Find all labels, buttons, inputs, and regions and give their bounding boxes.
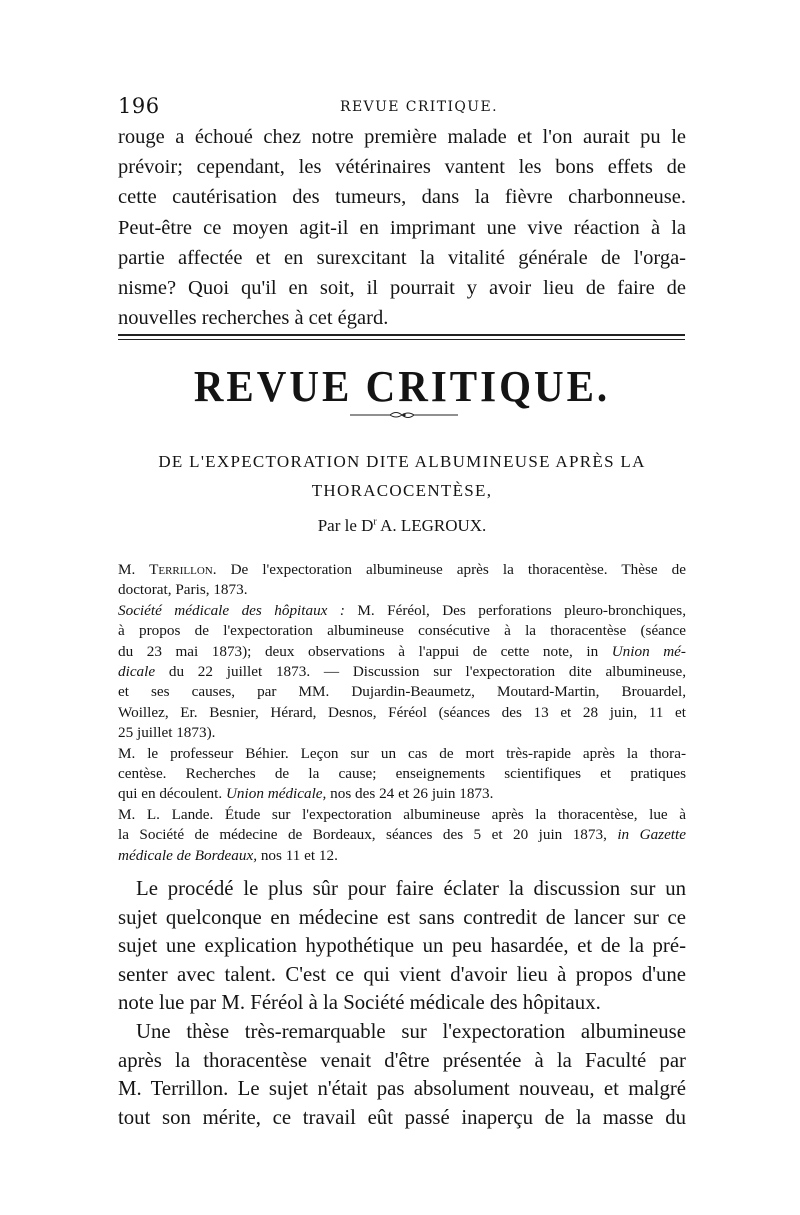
reference-lande bbox=[118, 805, 686, 866]
article-body bbox=[118, 875, 686, 1132]
text-line: nisme? Quoi qu'il en soit, il pourrait y avoir lieu de faire de bbox=[118, 277, 686, 300]
ref-text: centèse. Recherches de la cause; enseignements scientifiques et pratiques bbox=[118, 765, 686, 783]
section-title: REVUE CRITIQUE. bbox=[193, 361, 611, 411]
text-line: sujet quelconque en médecine est sans contredit de lancer sur ce bbox=[118, 905, 686, 929]
ref-text: à propos de l'expectoration albumineuse consécutive à la thoracentèse (séance bbox=[118, 622, 686, 640]
byline bbox=[118, 516, 686, 536]
text-line: Une thèse très-remarquable sur l'expectoration albumineuse bbox=[136, 1019, 686, 1043]
ref-text: qui en découlent. bbox=[118, 785, 223, 803]
byline-author: A. LEGROUX. bbox=[380, 516, 487, 535]
ref-journal: Société médicale des hôpitaux : bbox=[118, 601, 345, 619]
ornament-icon bbox=[350, 408, 458, 422]
text-line: M. Terrillon. Le sujet n'était pas absolument nouveau, et malgré bbox=[118, 1077, 686, 1101]
ref-journal: médicale de Bordeaux, bbox=[118, 846, 258, 864]
text-line: note lue par M. Féréol à la Société médicale des hôpitaux. bbox=[118, 991, 601, 1015]
ref-text: M. Féréol, Des perforations pleuro-bronchiques, bbox=[344, 601, 687, 619]
text-line: prévoir; cependant, les vétérinaires vantent les bons effets de bbox=[118, 156, 686, 179]
ref-text: la Société de médecine de Bordeaux, séances des 5 et 20 juin 1873, bbox=[118, 826, 607, 844]
running-title: REVUE CRITIQUE. bbox=[340, 99, 498, 115]
article-title-line-2: THORACOCENTÈSE, bbox=[311, 481, 493, 500]
ref-text: du 23 mai 1873); deux observations à l'appui de cette note, in bbox=[118, 642, 599, 660]
ref-text: M. le professeur Béhier. Leçon sur un cas de mort très-rapide après la thora- bbox=[118, 744, 686, 762]
reference-behier bbox=[118, 744, 686, 805]
text-line: rouge a échoué chez notre première malade et l'on aurait pu le bbox=[118, 126, 686, 148]
text-line: sujet une explication hypothétique un peu hasardée, et de la pré- bbox=[118, 934, 686, 958]
ref-text: nos 11 et 12. bbox=[257, 846, 338, 864]
ref-text: nos des 24 et 26 juin 1873. bbox=[326, 785, 494, 803]
article-title-line-1: DE L'EXPECTORATION DITE ALBUMINEUSE APRÈS LA bbox=[158, 452, 646, 471]
text-line: senter avec talent. C'est ce qui vient d'avoir lieu à propos d'une bbox=[118, 962, 686, 986]
byline-sup: r bbox=[373, 516, 377, 528]
text-line: cette cautérisation des tumeurs, dans la fièvre charbonneuse. bbox=[118, 186, 686, 209]
ref-text: doctorat, Paris, 1873. bbox=[118, 581, 248, 599]
byline-prefix: Par le D bbox=[317, 516, 374, 535]
ref-text: 25 juillet 1873). bbox=[118, 724, 216, 742]
ref-journal: Union médicale, bbox=[222, 785, 327, 803]
section-divider-thin bbox=[118, 339, 685, 340]
text-line: partie affectée et en surexcitant la vitalité générale de l'orga- bbox=[118, 246, 686, 269]
ref-text: De l'expectoration albumineuse après la thoracentèse. Thèse de bbox=[216, 561, 686, 578]
intro-paragraph bbox=[118, 122, 686, 333]
text-line: Peut-être ce moyen agit-il en imprimant une vive réaction à la bbox=[118, 216, 686, 239]
text-line: Le procédé le plus sûr pour faire éclater la discussion sur un bbox=[136, 877, 686, 900]
body-paragraph-2 bbox=[118, 1018, 686, 1132]
ref-text: M. L. Lande. Étude sur l'expectoration albumineuse après la thoracentèse, lue à bbox=[118, 805, 686, 823]
page-number: 196 bbox=[118, 94, 160, 118]
text-line: tout son mérite, ce travail eût passé inaperçu de la masse du bbox=[118, 1105, 686, 1129]
running-head bbox=[112, 94, 690, 120]
bibliography bbox=[118, 560, 686, 866]
reference-terrillon bbox=[118, 560, 686, 601]
body-paragraph-1 bbox=[118, 875, 686, 1018]
ref-author: M. Terrillon. bbox=[118, 561, 217, 578]
text-line: nouvelles recherches à cet égard. bbox=[118, 307, 389, 330]
ref-journal: dicale bbox=[118, 663, 156, 681]
text-line: après la thoracentèse venait d'être présentée à la Faculté par bbox=[118, 1048, 686, 1072]
ref-text: et ses causes, par MM. Dujardin-Beaumetz, Moutard-Martin, Brouardel, bbox=[118, 683, 686, 701]
section-divider-thick bbox=[118, 334, 685, 336]
ref-journal: Union mé- bbox=[598, 642, 686, 660]
reference-societe-medicale bbox=[118, 601, 686, 744]
ref-text: du 22 juillet 1873. — Discussion sur l'expectoration dite albumineuse, bbox=[155, 663, 686, 681]
ref-journal: in Gazette bbox=[606, 826, 686, 844]
ref-text: Woillez, Er. Besnier, Hérard, Desnos, Féréol (séances des 13 et 28 juin, 11 et bbox=[118, 703, 686, 721]
